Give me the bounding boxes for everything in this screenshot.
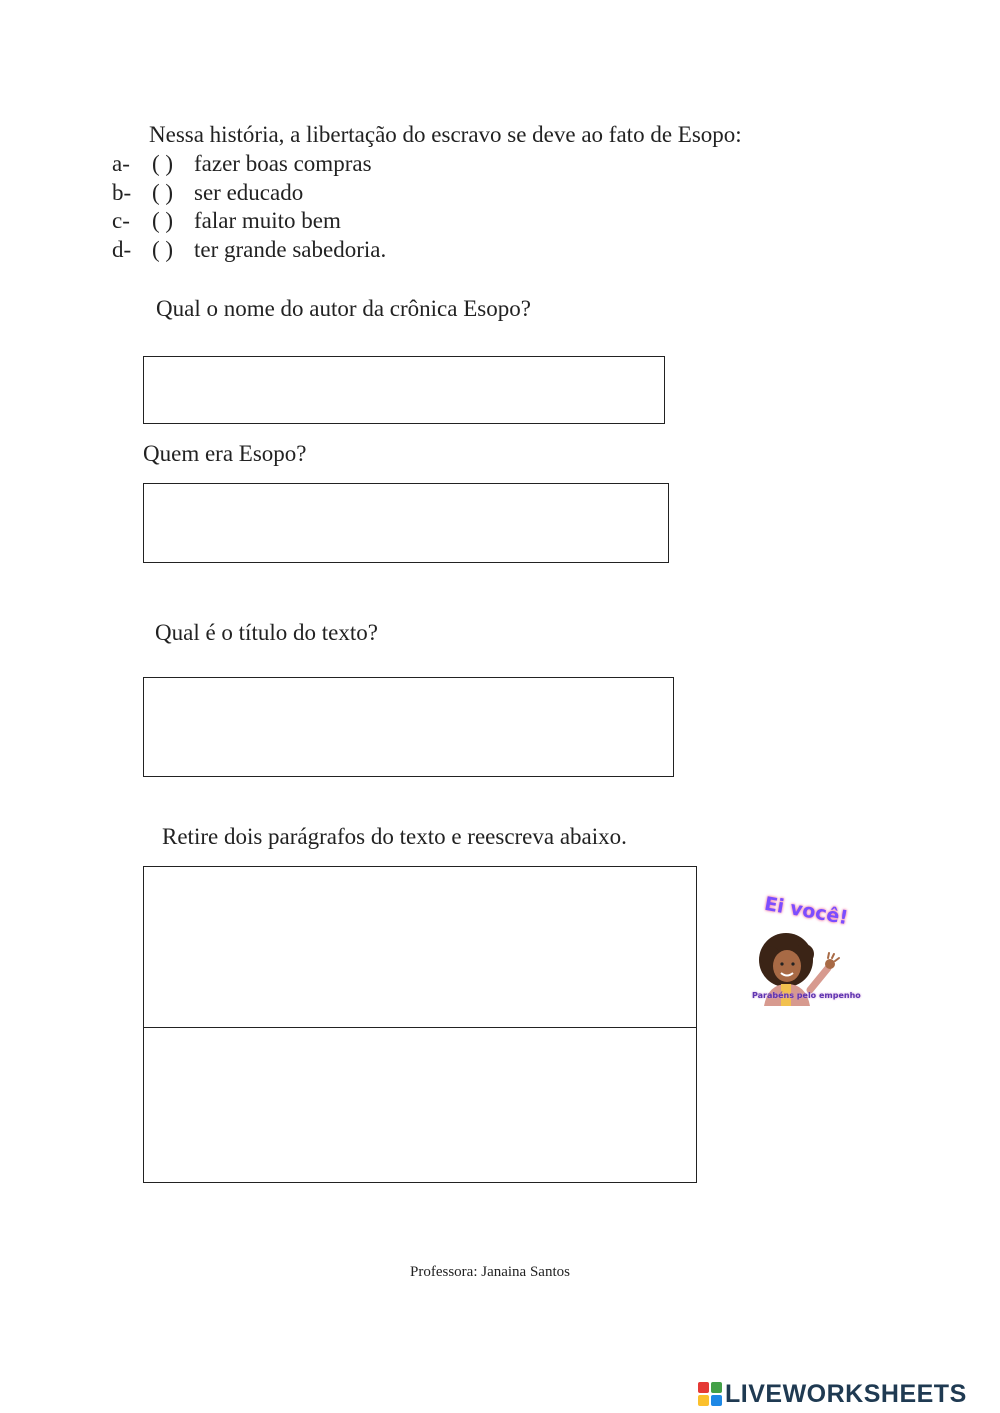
- liveworksheets-blocks-icon: [698, 1382, 722, 1406]
- sticker-headline: Ei você!: [762, 892, 850, 930]
- question-4-text: Qual é o título do texto?: [155, 620, 378, 645]
- liveworksheets-logo-text: LIVEWORKSHEETS: [725, 1379, 967, 1408]
- block-green: [711, 1382, 722, 1393]
- option-text: fazer boas compras: [194, 151, 372, 176]
- question-5-text: Retire dois parágrafos do texto e reescreva abaixo.: [162, 824, 627, 849]
- option-checkbox[interactable]: ( ): [152, 151, 174, 176]
- sticker-ei-voce: [748, 892, 861, 1008]
- option-letter: b-: [112, 180, 132, 205]
- answer-box-title[interactable]: [143, 677, 674, 777]
- teacher-name: Professora: Janaina Santos: [410, 1264, 570, 1280]
- block-red: [698, 1382, 709, 1393]
- answer-box-author[interactable]: [143, 356, 665, 424]
- option-text: ter grande sabedoria.: [194, 237, 387, 262]
- option-checkbox[interactable]: ( ): [152, 237, 174, 262]
- option-letter: c-: [112, 208, 130, 233]
- sticker-caption: Parabéns pelo empenho: [752, 991, 861, 1000]
- question-3-text: Quem era Esopo?: [143, 441, 307, 466]
- block-yellow: [698, 1395, 709, 1406]
- option-a[interactable]: [112, 150, 372, 178]
- answer-box-paragraph-2[interactable]: [143, 1027, 697, 1183]
- block-blue: [711, 1395, 722, 1406]
- option-text: falar muito bem: [194, 208, 341, 233]
- option-b[interactable]: [112, 179, 303, 207]
- option-text: ser educado: [194, 180, 304, 205]
- option-c[interactable]: [112, 207, 341, 235]
- option-letter: d-: [112, 237, 132, 262]
- option-letter: a-: [112, 151, 130, 176]
- answer-box-paragraph-1[interactable]: [143, 866, 697, 1029]
- answer-box-who-was-esopo[interactable]: [143, 483, 669, 563]
- option-checkbox[interactable]: ( ): [152, 180, 174, 205]
- question-1-text: Nessa história, a libertação do escravo se deve ao fato de Esopo:: [149, 122, 742, 147]
- liveworksheets-logo[interactable]: [698, 1378, 967, 1410]
- question-2-text: Qual o nome do autor da crônica Esopo?: [156, 296, 531, 321]
- option-d[interactable]: [112, 236, 386, 264]
- option-checkbox[interactable]: ( ): [152, 208, 174, 233]
